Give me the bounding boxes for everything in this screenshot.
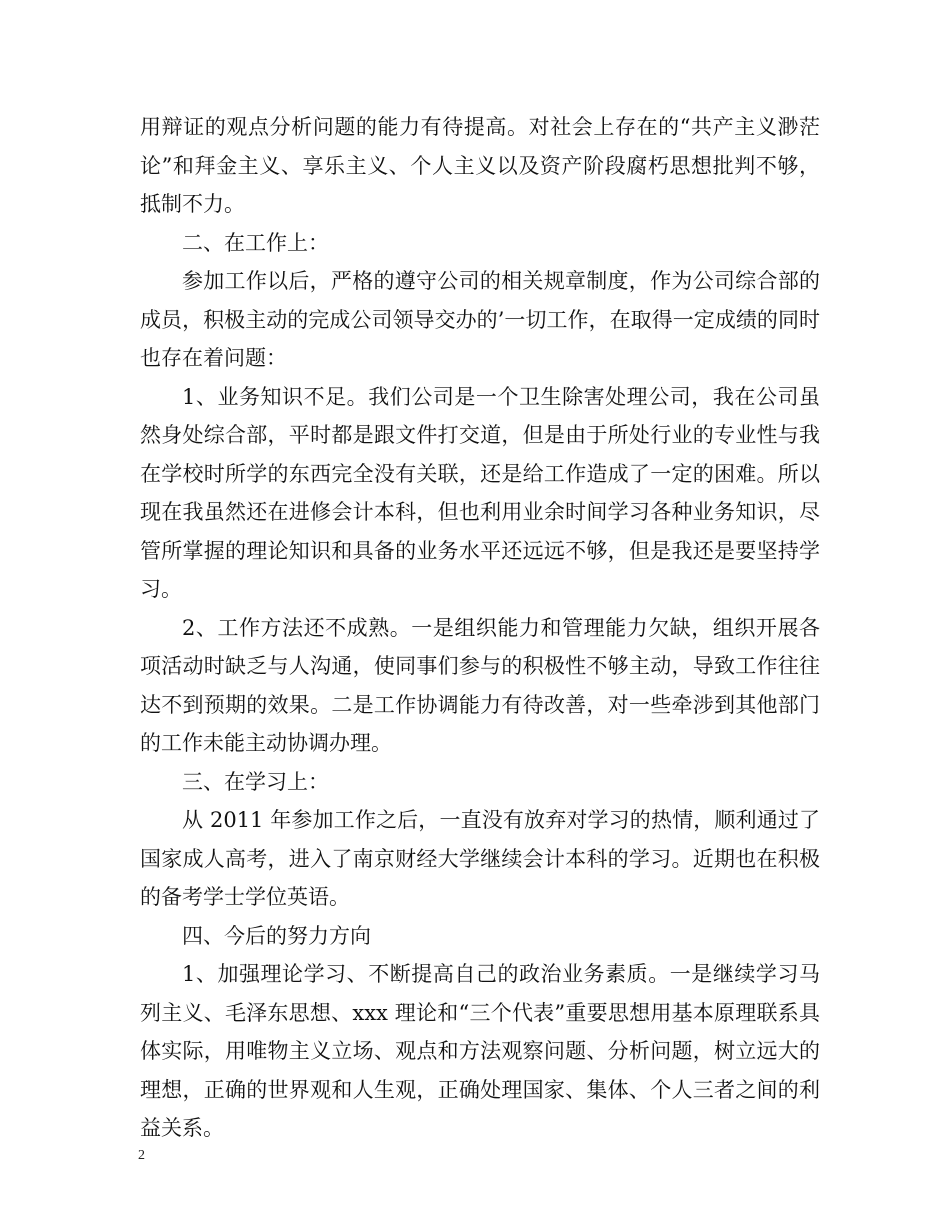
section-heading-future: 四、今后的努力方向 xyxy=(182,923,371,948)
body-text xyxy=(140,108,820,1148)
paragraph-work-point-1: 1、业务知识不足。我们公司是一个卫生除害处理公司，我在公司虽然身处综合部，平时都是跟文件打交道，但是由于所处行业的专业性与我在学校时所学的东西完全没有关联，还是给工作造成了一定的困难。所以现在我虽然还在进修会计本科，但也利用业余时间学习各种业务知识，尽管所掌握的理论知识和具备的业务水平还远远不够，但是我还是要坚持学习。 xyxy=(140,384,820,601)
paragraph-work-point-2: 2、工作方法还不成熟。一是组织能力和管理能力欠缺，组织开展各项活动时缺乏与人沟通，使同事们参与的积极性不够主动，导致工作往往达不到预期的效果。二是工作协调能力有待改善，对一些牵涉到其他部门的工作未能主动协调办理。 xyxy=(140,615,820,755)
page-number: 2 xyxy=(138,1148,145,1163)
paragraph-study: 从 2011 年参加工作之后，一直没有放弃对学习的热情，顺利通过了国家成人高考，进入了南京财经大学继续会计本科的学习。近期也在积极的备考学士学位英语。 xyxy=(140,808,820,909)
section-heading-work: 二、在工作上： xyxy=(182,230,329,255)
paragraph-future-point-1: 1、加强理论学习、不断提高自己的政治业务素质。一是继续学习马列主义、毛泽东思想、xxx 理论和“三个代表”重要思想用基本原理联系具体实际，用唯物主义立场、观点和方法观察问题、分析问题，树立远大的理想，正确的世界观和人生观，正确处理国家、集体、个人三者之间的利益关系。 xyxy=(140,962,820,1140)
paragraph-work-intro: 参加工作以后，严格的遵守公司的相关规章制度，作为公司综合部的成员，积极主动的完成公司领导交办的’一切工作，在取得一定成绩的同时也存在着问题： xyxy=(140,269,820,370)
paragraph-1: 用辩证的观点分析问题的能力有待提高。对社会上存在的“共产主义渺茫论”和拜金主义、享乐主义、个人主义以及资产阶段腐朽思想批判不够，抵制不力。 xyxy=(140,115,820,216)
section-heading-study: 三、在学习上： xyxy=(182,769,329,794)
